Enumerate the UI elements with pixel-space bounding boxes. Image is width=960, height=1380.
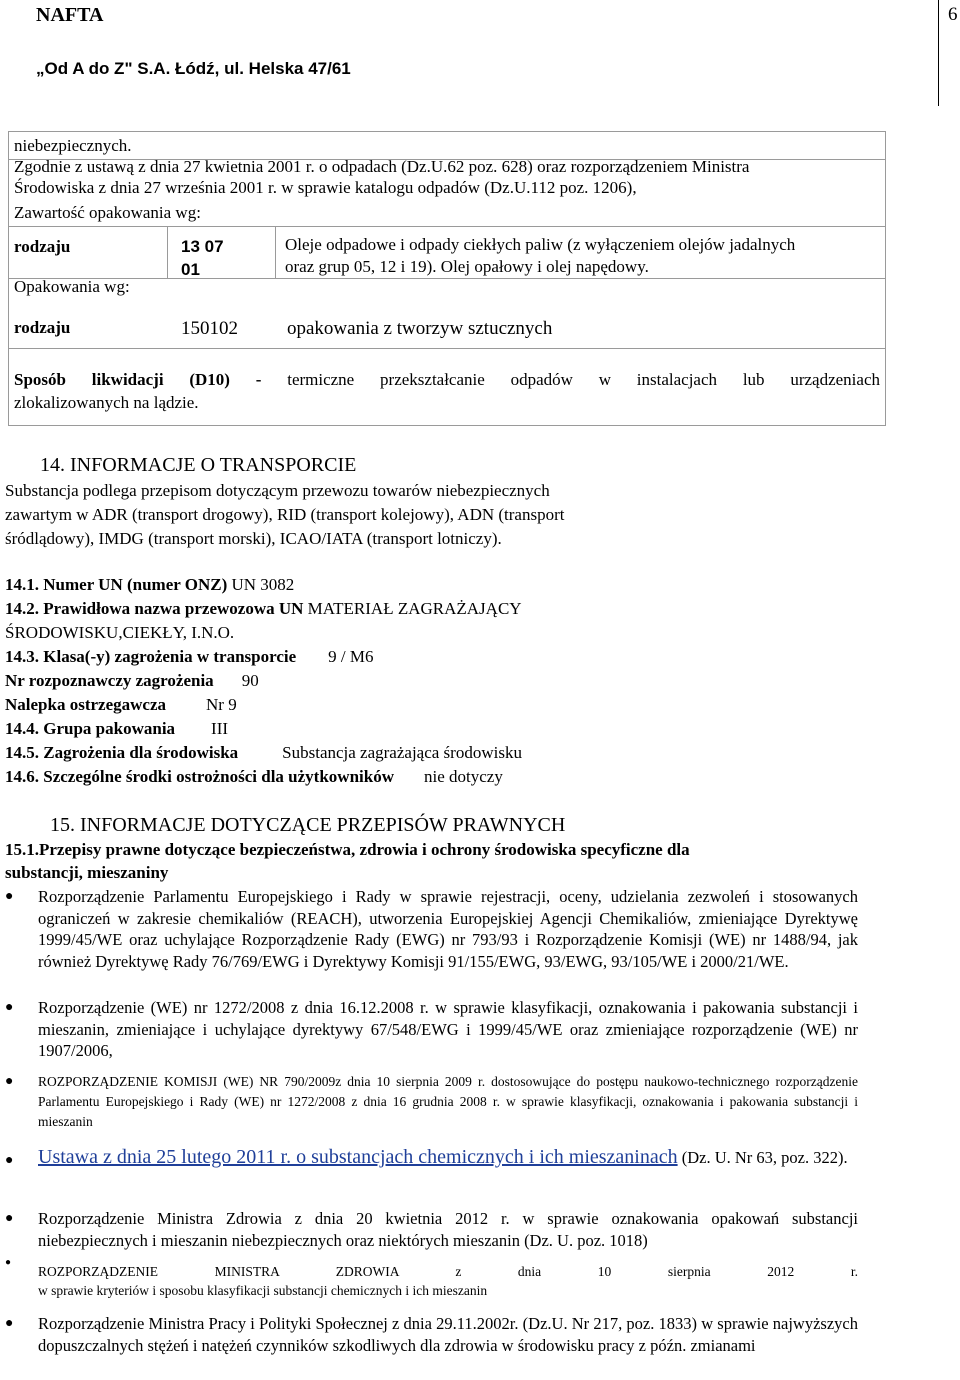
regulation-item: ROZPORZĄDZENIE MINISTRA ZDROWIA z dnia 10 sierpnia 2012 r.	[38, 1264, 858, 1279]
bullet-icon: ●	[5, 1211, 14, 1226]
regulation-item: w sprawie kryteriów i sposobu klasyfikacji substancji chemicznych i ich mieszanin	[38, 1283, 488, 1298]
document-title: NAFTA	[36, 4, 104, 26]
type-label: rodzaju	[14, 237, 71, 256]
act-link[interactable]: Ustawa z dnia 25 lutego 2011 r. o substancjach chemicznych i ich mieszaninach	[38, 1146, 678, 1168]
precautions-row	[5, 766, 503, 788]
warning-label-value: Nr 9	[206, 695, 237, 714]
text-line: Zgodnie z ustawą z dnia 27 kwietnia 2001 r. o odpadach (Dz.U.62 poz. 628) oraz rozporządzeniem Ministra	[14, 157, 750, 176]
shipping-name-value: ŚRODOWISKU,CIEKŁY, I.N.O.	[5, 623, 235, 642]
bullet-icon: ●	[5, 1153, 14, 1168]
waste-code: 150102	[181, 318, 238, 339]
hazard-id-row	[5, 670, 259, 692]
packing-group-label: 14.4. Grupa pakowania	[5, 719, 176, 738]
warning-label-label: Nalepka ostrzegawcza	[5, 695, 166, 714]
regulation-item: Rozporządzenie (WE) nr 1272/2008 z dnia 16.12.2008 r. w sprawie klasyfikacji, oznakowania i pakowania substancji i mieszanin, zmieniające i uchylające dyrektywy 67/548/EWG i 1999/45/WE oraz zmieniające rozporządzenie (WE) nr 1907/2006,	[38, 998, 858, 1060]
hazard-id-value: 90	[241, 671, 259, 690]
un-number-row	[5, 574, 294, 596]
page-number: 6	[948, 4, 958, 25]
env-hazard-label: 14.5. Zagrożenia dla środowiska	[5, 743, 239, 762]
disposal-text: termiczne przekształcanie odpadów w instalacjach lub urządzeniach	[287, 370, 880, 389]
warning-label-row	[5, 694, 237, 716]
bullet-icon: ●	[5, 1074, 14, 1089]
company-address: „Od A do Z" S.A. Łódź, ul. Helska 47/61	[36, 59, 351, 78]
bullet-icon: ●	[5, 1000, 14, 1015]
disposal-line	[14, 369, 880, 391]
table-rule	[9, 278, 885, 279]
waste-code: 01	[181, 260, 200, 279]
waste-disposal-box	[8, 131, 886, 426]
text-line: Substancja podlega przepisom dotyczącym przewozu towarów niebezpiecznych	[5, 481, 550, 500]
hazard-id-label: Nr rozpoznawczy zagrożenia	[5, 671, 214, 690]
bullet-icon: ●	[5, 1257, 12, 1268]
act-reference: (Dz. U. Nr 63, poz. 322).	[677, 1148, 848, 1167]
packing-group-value: III	[211, 719, 229, 738]
subsection-heading: 15.1.Przepisy prawne dotyczące bezpieczeństwa, zdrowia i ochrony środowiska specyficzne dla	[5, 840, 690, 859]
disposal-text: zlokalizowanych na lądzie.	[14, 393, 199, 412]
regulation-item: Rozporządzenie Ministra Pracy i Polityki Społecznej z dnia 29.11.2002r. (Dz.U. Nr 217, poz. 1833) w sprawie najwyższych dopuszczalnych stężeń i natężeń czynników szkodliwych dla zdrowia w środowisku pracy z późn. zmianami	[38, 1314, 858, 1355]
table-rule	[167, 226, 168, 278]
precautions-value: nie dotyczy	[423, 767, 503, 786]
bullet-icon: ●	[5, 1316, 14, 1331]
hazard-class-label: 14.3. Klasa(-y) zagrożenia w transporcie	[5, 647, 297, 666]
content-label: Zawartość opakowania wg:	[14, 203, 201, 222]
shipping-name-row	[5, 598, 522, 620]
waste-code: 13 07	[181, 237, 224, 256]
un-number-label: 14.1. Numer UN (numer ONZ)	[5, 575, 228, 594]
section-14-heading: 14. INFORMACJE O TRANSPORCIE	[40, 454, 357, 476]
disposal-label: Sposób likwidacji (D10) -	[14, 370, 262, 389]
text-line: Środowiska z dnia 27 września 2001 r. w sprawie katalogu odpadów (Dz.U.112 poz. 1206),	[14, 178, 637, 197]
regulation-item: ROZPORZĄDZENIE KOMISJI (WE) NR 790/2009z dnia 10 sierpnia 2009 r. dostosowujące do postępu naukowo-technicznego rozporządzenie Parlamentu Europejskiego i Rady (WE) nr 1272/2008 z dnia 16 grudnia 2008 r. w sprawie klasyfikacji, oznakowania i pakowania substancji i mieszanin	[38, 1074, 858, 1129]
hazard-class-row	[5, 646, 374, 668]
type-label: rodzaju	[14, 318, 71, 337]
env-hazard-value: Substancja zagrażająca środowisku	[282, 743, 522, 762]
waste-description: Oleje odpadowe i odpady ciekłych paliw (z wyłączeniem olejów jadalnych	[285, 235, 796, 254]
regulation-item	[38, 1147, 858, 1169]
table-rule	[275, 226, 276, 278]
packing-group-row	[5, 718, 228, 740]
waste-description: oraz grup 05, 12 i 19). Olej opałowy i olej napędowy.	[285, 257, 649, 276]
text-line: śródlądowy), IMDG (transport morski), ICAO/IATA (transport lotniczy).	[5, 529, 502, 548]
packaging-label: Opakowania wg:	[14, 277, 130, 296]
regulation-item: Rozporządzenie Ministra Zdrowia z dnia 20 kwietnia 2012 r. w sprawie oznakowania opakowań substancji niebezpiecznych i mieszanin niebezpiecznych oraz niektórych mieszanin (Dz. U. poz. 1018)	[38, 1209, 858, 1250]
table-rule	[9, 348, 885, 349]
header-divider	[938, 0, 939, 106]
text-line: niebezpiecznych.	[14, 136, 132, 155]
subsection-heading: substancji, mieszaniny	[5, 863, 169, 882]
shipping-name-label: 14.2. Prawidłowa nazwa przewozowa UN	[5, 599, 304, 618]
table-rule	[9, 226, 885, 227]
env-hazard-row	[5, 742, 522, 764]
precautions-label: 14.6. Szczególne środki ostrożności dla użytkowników	[5, 767, 394, 786]
regulation-item: Rozporządzenie Parlamentu Europejskiego i Rady w sprawie rejestracji, oceny, udzielania zezwoleń i stosowanych ograniczeń w zakresie chemikaliów (REACH), utworzenia Europejskiej Agencji Chemikaliów, zmieniające Dyrektywę 1999/45/WE oraz uchylające Rozporządzenie Rady (EWG) nr 793/93 i Rozporządzenie Komisji (WE) nr 1488/94, jak również Dyrektywę Rady 76/769/EWG i Dyrektywy Komisji 91/155/EWG, 93/EWG, 93/105/WE i 2000/21/WE.	[38, 887, 858, 971]
text-line: zawartym w ADR (transport drogowy), RID (transport kolejowy), ADN (transport	[5, 505, 565, 524]
shipping-name-value: MATERIAŁ ZAGRAŻAJĄCY	[307, 599, 522, 618]
bullet-icon: ●	[5, 889, 14, 904]
section-15-heading: 15. INFORMACJE DOTYCZĄCE PRZEPISÓW PRAWNYCH	[50, 814, 566, 836]
hazard-class-value: 9 / M6	[328, 647, 374, 666]
waste-description: opakowania z tworzyw sztucznych	[287, 318, 553, 339]
un-number-value: UN 3082	[231, 575, 295, 594]
